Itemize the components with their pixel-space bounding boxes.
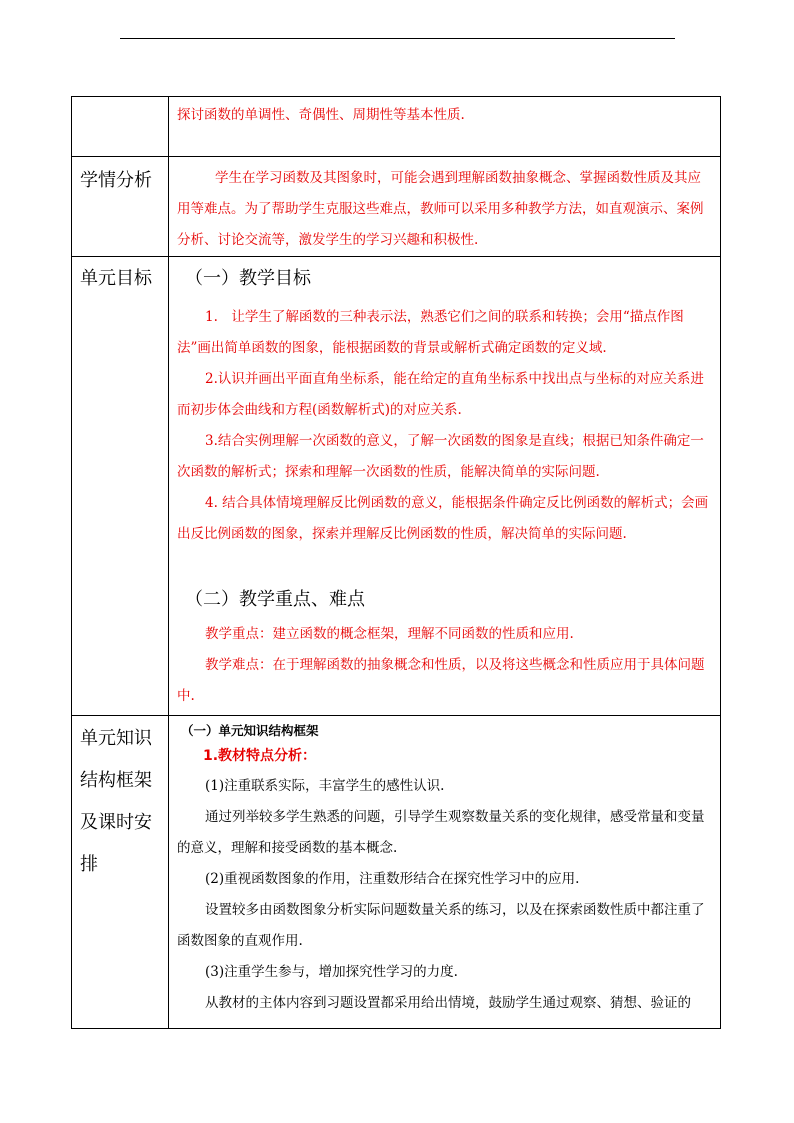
difficulty-text: 教学难点：在于理解函数的抽象概念和性质，以及将这些概念和性质应用于具体问题中. (177, 657, 705, 704)
label-text: 学情分析 (80, 170, 152, 191)
content-text: 学生在学习函数及其图象时，可能会遇到理解函数抽象概念、掌握函数性质及其应用等难点。为了帮助学生克服这些难点，教师可以采用多种教学方法，如直观演示、案例分析、讨论交流等，激发学生的学习兴趣和积极性. (177, 170, 704, 248)
paragraph: (2)重视函数图象的作用，注重数形结合在探究性学习中的应用. (205, 871, 580, 887)
label-text: 单元目标 (80, 268, 152, 289)
section-heading-structure: （一）单元知识结构框架 (181, 723, 319, 738)
goal-item: 4. 结合具体情境理解反比例函数的意义，能根据条件确定反比例函数的解析式；会画出反比例函数的图象，探索并理解反比例函数的性质，解决简单的实际问题. (177, 495, 709, 542)
paragraph: 通过列举较多学生熟悉的问题，引导学生观察数量关系的变化规律，感受常量和变量的意义，理解和接受函数的基本概念. (177, 809, 705, 856)
table-row (72, 157, 721, 257)
row-label-structure (72, 716, 169, 1029)
paragraph: 设置较多由函数图象分析实际问题数量关系的练习，以及在探索函数性质中都注重了函数图象的直观作用. (177, 902, 705, 949)
goal-item: 3.结合实例理解一次函数的意义，了解一次函数的图象是直线；根据已知条件确定一次函数的解析式；探索和理解一次函数的性质，能解决简单的实际问题. (177, 433, 704, 480)
paragraph: 从教材的主体内容到习题设置都采用给出情境，鼓励学生通过观察、猜想、验证的 (205, 995, 691, 1011)
paragraph: (1)注重联系实际，丰富学生的感性认识. (205, 778, 445, 794)
page-header-rule (120, 38, 675, 39)
row-content (169, 257, 721, 716)
row-label-empty (72, 97, 169, 157)
table-row (72, 716, 721, 1029)
row-content (169, 97, 721, 157)
label-line: 排 (80, 854, 98, 875)
label-line: 结构框架 (80, 770, 152, 791)
row-label-unit-goals (72, 257, 169, 716)
table-row (72, 257, 721, 716)
section-heading-key-points: （二）教学重点、难点 (185, 589, 365, 610)
content-text: 探讨函数的单调性、奇偶性、周期性等基本性质. (177, 107, 465, 123)
paragraph: (3)注重学生参与，增加探究性学习的力度. (205, 964, 458, 980)
section-heading-textbook-analysis: 1.教材特点分析： (203, 748, 317, 764)
section-heading-goals: （一）教学目标 (185, 268, 311, 289)
row-content (169, 157, 721, 257)
table-row (72, 97, 721, 157)
goal-item: 2.认识并画出平面直角坐标系，能在给定的直角坐标系中找出点与坐标的对应关系进而初步体会曲线和方程(函数解析式)的对应关系. (177, 371, 704, 418)
row-content (169, 716, 721, 1029)
label-line: 单元知识 (80, 728, 152, 749)
key-point-text: 教学重点：建立函数的概念框架，理解不同函数的性质和应用. (205, 626, 574, 642)
lesson-plan-table (71, 96, 721, 1029)
label-line: 及课时安 (80, 812, 152, 833)
goal-item: 1. 让学生了解函数的三种表示法，熟悉它们之间的联系和转换；会用“描点作图法”画出简单函数的图象，能根据函数的背景或解析式确定函数的定义域. (177, 309, 684, 356)
row-label-learning-analysis (72, 157, 169, 257)
